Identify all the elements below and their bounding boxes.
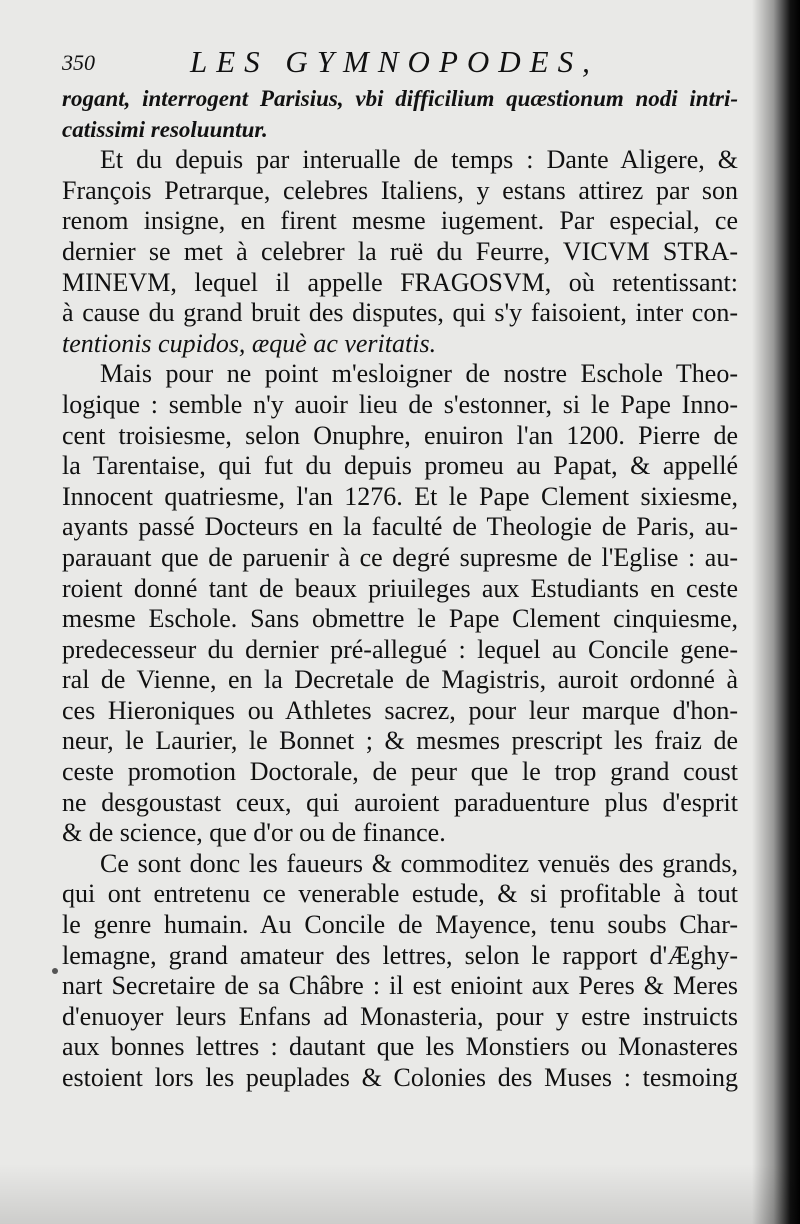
ink-spot [52, 968, 58, 974]
text-line: neur, le Laurier, le Bonnet ; & mesmes prescript les fraiz de [62, 726, 738, 756]
text-line: catissimi resoluuntur. [62, 116, 268, 142]
text-line: roient donné tant de beaux priuileges aux Estudiants en ceste [62, 573, 738, 603]
text-line: ceste promotion Doctorale, de peur que le trop grand coust [62, 757, 738, 787]
text-line: MINEVM, lequel il appelle FRAGOSVM, où retentissant: [62, 267, 738, 297]
text-line: ne desgoustast ceux, qui auroient paraduenture plus d'esprit [62, 787, 738, 817]
text-line: dernier se met à celebrer la ruë du Feurre, VICVM STRA- [62, 236, 738, 266]
text-line: cent troisiesme, selon Onuphre, enuiron l'an 1200. Pierre de [62, 420, 738, 450]
text-line: Mais pour ne point m'esloigner de nostre Eschole Theo- [100, 359, 738, 389]
binding-shadow [752, 0, 800, 1224]
paragraph-papes [62, 359, 742, 849]
text-line: Innocent quatriesme, l'an 1276. Et le Pape Clement sixiesme, [62, 481, 738, 511]
text-line: rogant, interrogent Parisius, vbi difficilium quæstionum nodi intri- [62, 86, 738, 111]
text-line: d'enuoyer leurs Enfans ad Monasteria, pour y estre instruicts [62, 1001, 738, 1031]
text-block [62, 40, 742, 1094]
text-line: logique : semble n'y auoir lieu de s'estonner, si le Pape Inno- [62, 389, 738, 419]
text-line: predecesseur du dernier pré-allegué : lequel au Concile gene- [62, 634, 738, 664]
text-line: à cause du grand bruit des disputes, qui s'y faisoient, inter con- [62, 298, 738, 328]
text-line: ral de Vienne, en la Decretale de Magistris, auroit ordonné à [62, 665, 738, 695]
page-header [62, 40, 742, 84]
text-line: aux bonnes lettres : dautant que les Monstiers ou Monasteres [62, 1032, 738, 1062]
paragraph-dante [62, 145, 742, 359]
text-line: Ce sont donc les faueurs & commoditez venuës des grands, [100, 848, 738, 878]
continued-paragraph [62, 84, 742, 145]
text-line: nart Secretaire de sa Châbre : il est enioint aux Peres & Meres [62, 971, 738, 1001]
text-line: le genre humain. Au Concile de Mayence, tenu soubs Char- [62, 910, 738, 940]
text-line: mesme Eschole. Sans obmettre le Pape Clement cinquiesme, [62, 604, 738, 634]
running-title: LES GYMNOPODES, [190, 44, 599, 79]
text-line: ces Hieroniques ou Athletes sacrez, pour leur marque d'hon- [62, 695, 738, 725]
text-line: estoient lors les peuplades & Colonies des Muses : tesmoing [62, 1063, 738, 1092]
text-line: la Tarentaise, qui fut du depuis promeu au Papat, & appellé [62, 451, 738, 481]
page-bottom-shade [0, 1164, 800, 1224]
text-line: François Petrarque, celebres Italiens, y estans attirez par son [62, 175, 738, 205]
text-line: parauant que de paruenir à ce degré supresme de l'Eglise : au- [62, 542, 738, 572]
text-line: & de science, que d'or ou de finance. [62, 818, 446, 848]
text-line: Et du depuis par interualle de temps : Dante Aligere, & [100, 145, 738, 175]
paragraph-faueurs [62, 849, 742, 1094]
text-line: tentionis cupidos, æquè ac veritatis. [62, 328, 437, 358]
text-line: ayants passé Docteurs en la faculté de Theologie de Paris, au- [62, 512, 738, 542]
text-line: qui ont entretenu ce venerable estude, & si profitable à tout [62, 879, 738, 909]
page-number: 350 [62, 50, 95, 75]
text-line: renom insigne, en firent mesme iugement. Par especial, ce [62, 206, 738, 236]
text-line: lemagne, grand amateur des lettres, selon le rapport d'Æghy- [62, 940, 738, 970]
